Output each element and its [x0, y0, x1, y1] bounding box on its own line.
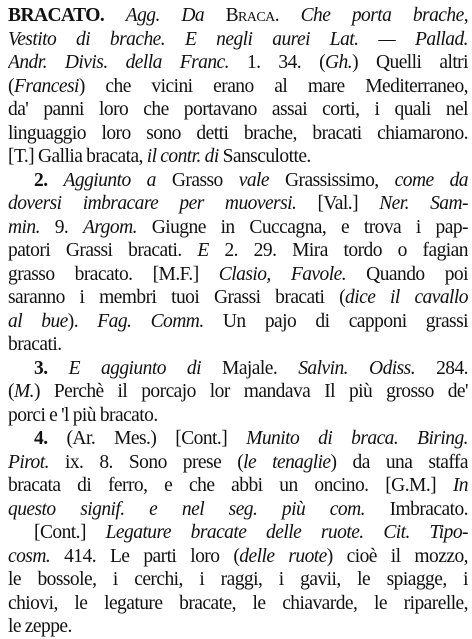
text-run: al bue	[8, 310, 68, 332]
text-run: ) da una staffa	[330, 451, 468, 473]
text-run: 1. 34. (	[229, 52, 326, 73]
text-run: 284.	[415, 357, 468, 379]
text-line	[8, 615, 468, 639]
text-run: porci e 'l più bracato.	[8, 404, 158, 426]
text-run: Agg.	[125, 5, 160, 26]
text-run: BRACATO.	[8, 5, 105, 26]
text-run: 414. Le parti loro (	[50, 545, 240, 567]
text-run: ) Quelli altri	[352, 52, 468, 73]
text-line	[8, 122, 468, 146]
text-line	[8, 474, 468, 498]
text-run: patori Grassi bracati.	[8, 240, 198, 261]
text-run: questo signif. e nel seg. più com.	[8, 498, 365, 520]
text-run: linguaggio loro sono detti brache, bracati chiamarono.	[8, 122, 468, 144]
text-run: ) che vicini erano al mare Mediterraneo,	[78, 75, 468, 97]
text-run: le tenaglie	[243, 451, 331, 473]
text-line	[8, 4, 468, 28]
text-run: saranno i membri tuoi Grassi bracati (	[8, 287, 346, 308]
text-run: bracati.	[8, 334, 62, 355]
text-run: Che porta brache	[300, 5, 464, 26]
text-line	[8, 498, 468, 522]
text-line	[8, 28, 468, 52]
text-run: E	[197, 240, 209, 261]
text-line	[8, 169, 468, 193]
text-line	[8, 98, 468, 122]
text-run: Aggiunto a	[63, 169, 156, 191]
text-run: min.	[8, 216, 40, 238]
text-run: Ner. Sam-	[379, 193, 468, 214]
text-line	[8, 568, 468, 592]
text-run: [T.] Gallia bracata,	[8, 146, 147, 167]
text-line	[8, 404, 468, 428]
text-run: le bossole, i cerchi, i raggi, i gavii, le spiagge, i	[8, 569, 468, 590]
text-run: Legature bracate delle ruote. Cit. Tipo-	[105, 522, 468, 543]
text-line	[8, 451, 468, 475]
text-run: [Val.]	[296, 193, 380, 214]
text-run: chiovi, le legature bracate, le chiavarde, le riparelle,	[8, 592, 468, 614]
text-run: Quando poi	[346, 263, 468, 285]
text-run: ) Perchè il porcajo lor mandava Il più grosso de'	[33, 381, 468, 402]
text-run: Fag. Comm.	[97, 310, 204, 332]
text-line	[8, 145, 468, 169]
text-run: (	[8, 75, 14, 97]
text-run: il contr. di	[146, 146, 219, 167]
text-line	[8, 310, 468, 334]
text-run: Grasso	[155, 169, 239, 191]
text-run: Grassissimo,	[269, 169, 395, 191]
text-run: 2.	[34, 169, 64, 191]
text-run: (	[8, 381, 14, 402]
text-run: vale	[238, 169, 270, 191]
text-run: Francesi	[13, 75, 79, 97]
text-run: .	[274, 5, 301, 26]
text-run: [Cont.]	[34, 522, 106, 543]
text-run	[160, 5, 182, 26]
text-run: Imbracato.	[364, 498, 468, 520]
text-line	[8, 51, 468, 75]
text-line	[8, 427, 468, 451]
text-run: Andr. Divis. della Franc.	[8, 52, 229, 73]
text-run: 2. 29. Mira tordo o fagian	[208, 240, 468, 261]
text-run: Gh.	[325, 52, 353, 73]
text-run: 9.	[39, 216, 83, 238]
text-run: ).	[67, 310, 98, 332]
text-run: Un pajo di capponi grassi	[203, 310, 468, 332]
text-run: Braca	[225, 5, 275, 26]
text-run: cosm.	[8, 545, 51, 567]
text-run: (Ar. Mes.) [Cont.]	[66, 428, 247, 449]
text-run: Sansculotte.	[218, 146, 311, 167]
text-run: Vestito di brache. E negli aurei Lat. — Pallad.	[8, 28, 468, 50]
text-line	[8, 239, 468, 263]
text-run	[104, 5, 126, 26]
text-run: E aggiunto di	[68, 357, 201, 379]
text-run: ) cioè il mozzo,	[326, 545, 468, 567]
text-run: Da	[181, 5, 226, 26]
text-line	[8, 75, 468, 99]
text-line	[8, 357, 468, 381]
text-line	[8, 263, 468, 287]
text-line	[8, 333, 468, 357]
text-run: M.	[13, 381, 34, 402]
text-line	[8, 192, 468, 216]
text-run: 3.	[34, 357, 69, 379]
text-run: come da	[394, 169, 468, 191]
text-run: dice il cavallo	[345, 287, 468, 308]
text-run: le zeppe.	[8, 616, 72, 637]
text-run: ,	[463, 5, 468, 26]
text-line	[8, 521, 468, 545]
text-line	[8, 380, 468, 404]
text-run: delle ruote	[239, 545, 327, 567]
text-line	[8, 216, 468, 240]
text-line	[8, 545, 468, 569]
text-run: Argom.	[83, 216, 137, 238]
text-run: grasso bracato. [M.F.]	[8, 263, 219, 285]
text-run: Salvin. Odiss.	[298, 357, 416, 379]
text-run: Majale.	[201, 357, 299, 379]
text-run: 4.	[34, 428, 67, 449]
text-run: In	[452, 475, 468, 496]
text-run: Giugne in Cuccagna, e trova i pap-	[136, 216, 468, 238]
text-run: doversi imbracare per muoversi.	[8, 193, 297, 214]
text-run: da' panni loro che portavano assai corti, i quali nel	[8, 99, 468, 120]
text-line	[8, 592, 468, 616]
text-run: Munito di braca. Biring.	[246, 428, 468, 449]
text-run: Clasio, Favole.	[218, 263, 347, 285]
text-line	[8, 286, 468, 310]
text-run: Pirot.	[8, 451, 49, 473]
text-run: bracata di ferro, e che abbi un oncino. [G.M.]	[8, 475, 453, 496]
text-run: ix. 8. Sono prese (	[48, 451, 244, 473]
